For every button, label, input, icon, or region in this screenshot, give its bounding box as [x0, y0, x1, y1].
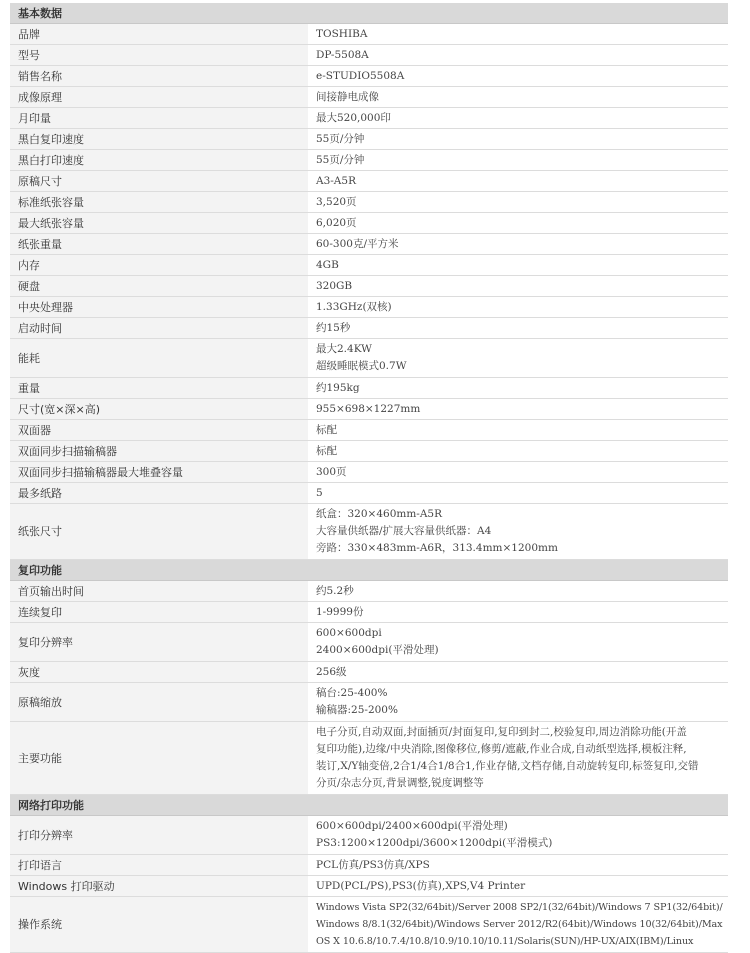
- spec-table-body: [10, 3, 728, 953]
- spec-value: [308, 420, 728, 441]
- spec-value-line: 320GB: [316, 279, 353, 292]
- spec-row: [10, 897, 728, 953]
- spec-value-line: 1.33GHz(双核): [316, 300, 392, 313]
- spec-label: 月印量: [10, 108, 308, 129]
- spec-value: [308, 66, 728, 87]
- section-header: [10, 3, 728, 24]
- spec-row: [10, 378, 728, 399]
- spec-label: 尺寸(宽×深×高): [10, 399, 308, 420]
- spec-value-line: 间接静电成像: [316, 90, 379, 103]
- spec-label: 双面同步扫描输稿器: [10, 441, 308, 462]
- spec-label: 操作系统: [10, 897, 308, 953]
- spec-value: [308, 339, 728, 378]
- spec-value-line: 6,020页: [316, 216, 357, 229]
- spec-value: [308, 378, 728, 399]
- spec-value-line: 1-9999份: [316, 605, 364, 618]
- spec-value: [308, 399, 728, 420]
- spec-label: 纸张重量: [10, 234, 308, 255]
- spec-value-line: 旁路：330×483mm-A6R，313.4mm×1200mm: [316, 542, 558, 554]
- spec-value-line: 5: [316, 486, 323, 499]
- spec-value-line: PCL仿真/PS3仿真/XPS: [316, 858, 430, 871]
- spec-value-line: 55页/分钟: [316, 153, 365, 166]
- spec-label: 中央处理器: [10, 297, 308, 318]
- spec-label: 首页输出时间: [10, 581, 308, 602]
- spec-value-line: 3,520页: [316, 195, 357, 208]
- spec-row: [10, 662, 728, 683]
- spec-row: [10, 399, 728, 420]
- spec-value: [308, 297, 728, 318]
- spec-value-line: 55页/分钟: [316, 132, 365, 145]
- spec-value-line: 大容量供纸器/扩展大容量供纸器：A4: [316, 525, 492, 537]
- spec-value: [308, 623, 728, 662]
- spec-value: [308, 876, 728, 897]
- spec-row: [10, 483, 728, 504]
- spec-value: [308, 662, 728, 683]
- spec-row: [10, 602, 728, 623]
- spec-row: [10, 87, 728, 108]
- spec-row: [10, 420, 728, 441]
- spec-value-line: PS3:1200×1200dpi/3600×1200dpi(平滑模式): [316, 837, 553, 849]
- spec-label: 主要功能: [10, 722, 308, 795]
- spec-value-line: DP-5508A: [316, 48, 369, 61]
- spec-row: [10, 722, 728, 795]
- spec-label: 最多纸路: [10, 483, 308, 504]
- spec-label: 标准纸张容量: [10, 192, 308, 213]
- spec-value: [308, 150, 728, 171]
- spec-row: [10, 504, 728, 560]
- spec-row: [10, 623, 728, 662]
- spec-value: [308, 276, 728, 297]
- spec-label: 打印分辨率: [10, 816, 308, 855]
- spec-value: [308, 234, 728, 255]
- spec-value: [308, 129, 728, 150]
- spec-value-line: 约5.2秒: [316, 584, 354, 597]
- spec-value-line: 最大520,000印: [316, 111, 391, 124]
- spec-row: [10, 108, 728, 129]
- spec-value-line: 300页: [316, 465, 347, 478]
- spec-table-container: [10, 3, 728, 953]
- spec-label: 打印语言: [10, 855, 308, 876]
- spec-value-line: e-STUDIO5508A: [316, 69, 405, 82]
- spec-value-line: 电子分页,自动双面,封面插页/封面复印,复印到封二,校验复印,周边消除功能(开盖: [316, 726, 687, 738]
- spec-row: [10, 318, 728, 339]
- spec-value-line: 60-300克/平方米: [316, 237, 399, 250]
- spec-label: 能耗: [10, 339, 308, 378]
- spec-label: 最大纸张容量: [10, 213, 308, 234]
- spec-label: 纸张尺寸: [10, 504, 308, 560]
- section-header: [10, 560, 728, 581]
- spec-row: [10, 255, 728, 276]
- spec-value: [308, 855, 728, 876]
- spec-label: 灰度: [10, 662, 308, 683]
- section-title: 网络打印功能: [10, 795, 728, 816]
- spec-value: [308, 897, 728, 953]
- spec-label: Windows 打印驱动: [10, 876, 308, 897]
- spec-label: 内存: [10, 255, 308, 276]
- spec-value: [308, 504, 728, 560]
- spec-row: [10, 171, 728, 192]
- spec-label: 黑白打印速度: [10, 150, 308, 171]
- spec-row: [10, 129, 728, 150]
- spec-value-line: 600×600dpi/2400×600dpi(平滑处理): [316, 820, 508, 832]
- section-title: 复印功能: [10, 560, 728, 581]
- spec-table: [10, 3, 728, 953]
- spec-row: [10, 581, 728, 602]
- spec-value-line: 955×698×1227mm: [316, 402, 421, 415]
- spec-value: [308, 483, 728, 504]
- spec-row: [10, 192, 728, 213]
- spec-row: [10, 66, 728, 87]
- spec-value-line: 分页/杂志分页,背景调整,锐度调整等: [316, 777, 484, 789]
- spec-label: 硬盘: [10, 276, 308, 297]
- spec-value-line: 256级: [316, 665, 347, 678]
- spec-value: [308, 108, 728, 129]
- spec-value-line: OS X 10.6.8/10.7.4/10.8/10.9/10.10/10.11/Solaris(SUN)/HP-UX/AIX(IBM)/Linux: [316, 936, 694, 947]
- spec-label: 双面器: [10, 420, 308, 441]
- spec-label: 黑白复印速度: [10, 129, 308, 150]
- spec-value-line: Windows 8/8.1(32/64bit)/Windows Server 2012/R2(64bit)/Windows 10(32/64bit)/Max: [316, 919, 723, 930]
- spec-row: [10, 876, 728, 897]
- spec-value: [308, 602, 728, 623]
- spec-label: 重量: [10, 378, 308, 399]
- spec-row: [10, 276, 728, 297]
- spec-value: [308, 683, 728, 722]
- spec-value-line: 超级睡眠模式0.7W: [316, 360, 407, 372]
- spec-value-line: 标配: [316, 423, 337, 436]
- spec-value-line: 2400×600dpi(平滑处理): [316, 644, 439, 656]
- section-header: [10, 795, 728, 816]
- spec-row: [10, 816, 728, 855]
- spec-value-line: A3-A5R: [316, 174, 356, 187]
- spec-label: 原稿尺寸: [10, 171, 308, 192]
- spec-row: [10, 24, 728, 45]
- spec-label: 型号: [10, 45, 308, 66]
- spec-value-line: 稿台:25-400%: [316, 687, 388, 699]
- spec-value: [308, 318, 728, 339]
- spec-value: [308, 192, 728, 213]
- spec-row: [10, 213, 728, 234]
- spec-label: 成像原理: [10, 87, 308, 108]
- spec-label: 启动时间: [10, 318, 308, 339]
- spec-row: [10, 683, 728, 722]
- spec-label: 双面同步扫描输稿器最大堆叠容量: [10, 462, 308, 483]
- spec-value-line: 输稿器:25-200%: [316, 704, 398, 716]
- spec-label: 品牌: [10, 24, 308, 45]
- spec-value-line: 装订,X/Y轴变倍,2合1/4合1/8合1,作业存储,文档存储,自动旋转复印,标签复印,交错: [316, 760, 699, 772]
- spec-value: [308, 722, 728, 795]
- spec-value: [308, 87, 728, 108]
- spec-label: 连续复印: [10, 602, 308, 623]
- spec-value: [308, 24, 728, 45]
- spec-value: [308, 581, 728, 602]
- spec-row: [10, 462, 728, 483]
- spec-row: [10, 855, 728, 876]
- spec-row: [10, 150, 728, 171]
- spec-value: [308, 45, 728, 66]
- spec-value: [308, 462, 728, 483]
- spec-value: [308, 171, 728, 192]
- spec-label: 原稿缩放: [10, 683, 308, 722]
- spec-value-line: Windows Vista SP2(32/64bit)/Server 2008 SP2/1(32/64bit)/Windows 7 SP1(32/64bit)/: [316, 902, 723, 913]
- spec-value: [308, 255, 728, 276]
- spec-value-line: 约15秒: [316, 321, 351, 334]
- spec-value: [308, 213, 728, 234]
- spec-row: [10, 339, 728, 378]
- spec-value-line: 4GB: [316, 258, 339, 271]
- spec-row: [10, 234, 728, 255]
- spec-value-line: 复印功能),边缘/中央消除,图像移位,修剪/遮蔽,作业合成,自动纸型选择,模板注释,: [316, 743, 687, 755]
- spec-row: [10, 297, 728, 318]
- spec-value: [308, 816, 728, 855]
- spec-row: [10, 441, 728, 462]
- spec-row: [10, 45, 728, 66]
- spec-value-line: 约195kg: [316, 381, 360, 394]
- spec-value-line: 600×600dpi: [316, 627, 382, 639]
- section-title: 基本数据: [10, 3, 728, 24]
- spec-label: 复印分辨率: [10, 623, 308, 662]
- spec-value-line: 标配: [316, 444, 337, 457]
- spec-value: [308, 441, 728, 462]
- spec-value-line: 纸盒：320×460mm-A5R: [316, 508, 443, 520]
- spec-value-line: UPD(PCL/PS),PS3(仿真),XPS,V4 Printer: [316, 879, 526, 892]
- spec-label: 销售名称: [10, 66, 308, 87]
- spec-value-line: TOSHIBA: [316, 27, 368, 40]
- spec-value-line: 最大2.4KW: [316, 343, 372, 355]
